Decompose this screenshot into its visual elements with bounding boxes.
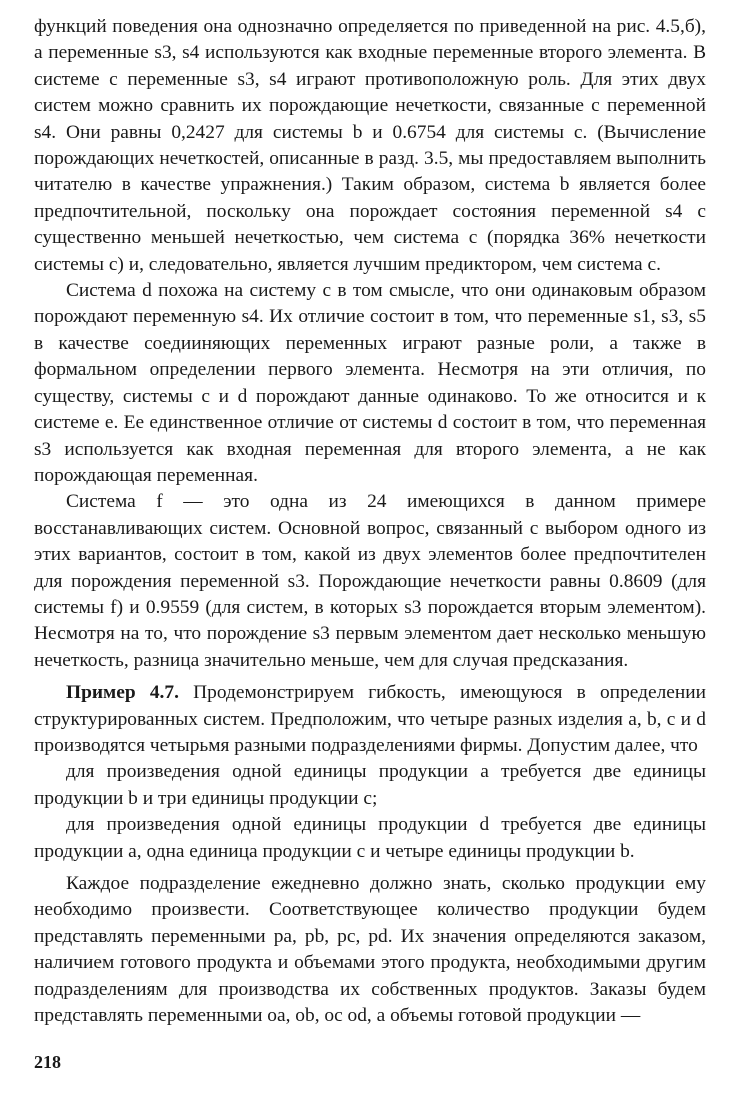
page-number: 218 [34,1052,61,1072]
paragraph-3: Система f — это одна из 24 имеющихся в данном примере восстанавливающих систем. Основной вопрос, связанный с выбором одного из этих вариантов, состоит в том, какой из двух элементов более предпочтителен для порождения переменной s3. Порождающие нечеткости равны 0.8609 (для системы f) и 0.9559 (для систем, в которых s3 порождается вторым элементом). Несмотря на то, что порождение s3 первым элементом дает несколько меньшую нечеткость, разница значительно меньше, чем для случая предсказания. [34,491,706,671]
condition-paragraph-1: для произведения одной единицы продукции a требуется две единицы продукции b и три единицы продукции c; [34,761,706,809]
paragraph-1: функций поведения она однозначно определяется по приведенной на рис. 4.5,б), а переменные s3, s4 используются как входные переменные второго элемента. В системе c переменные s3, s4 играют противоположную роль. Для этих двух систем можно сравнить их порождающие нечеткости, связанные с переменной s4. Они равны 0,2427 для системы b и 0.6754 для системы c. (Вычисление порождающих нечеткостей, описанные в разд. 3.5, мы предоставляем выполнить читателю в качестве упражнения.) Таким образом, система b является более предпочтительной, поскольку она порождает состояния переменной s4 с существенно меньшей нечеткостью, чем система c (порядка 36% нечеткости системы c) и, следовательно, является лучшим предиктором, чем система c. [34,16,706,275]
condition-paragraph-2: для произведения одной единицы продукции d требуется две единицы продукции a, одна единица продукции c и четыре единицы продукции b. [34,814,706,862]
paragraph-final: Каждое подразделение ежедневно должно знать, сколько продукции ему необходимо произвести. Соответствующее количество продукции будем представлять переменными pa, pb, pc, pd. Их значения определяются заказом, наличием готового продукта и объемами этого продукта, необходимыми другим подразделениям для производства их собственных продуктов. Заказы будем представлять переменными oa, ob, oc od, а объемы готовой продукции — [34,873,706,1027]
page-body [34,14,706,1029]
example-text: Продемонстрируем гибкость, имеющуюся в определении структурированных систем. Предположим, что четыре разных изделия a, b, c и d производятся четырьмя разными подразделениями фирмы. Допустим далее, что [34,682,706,756]
example-label: Пример 4.7. [66,682,179,704]
example-paragraph [34,680,706,759]
paragraph-2: Система d похожа на систему c в том смысле, что они одинаковым образом порождают переменную s4. Их отличие состоит в том, что переменные s1, s3, s5 в качестве соедииняющих переменных играют разные роли, а также в формальном определении первого элемента. Несмотря на эти отличия, по существу, системы c и d порождают данные одинаково. То же относится и к системе e. Ее единственное отличие от системы d состоит в том, что переменная s3 используется как входная переменная для второго элемента, а не как порождающая переменная. [34,280,706,486]
